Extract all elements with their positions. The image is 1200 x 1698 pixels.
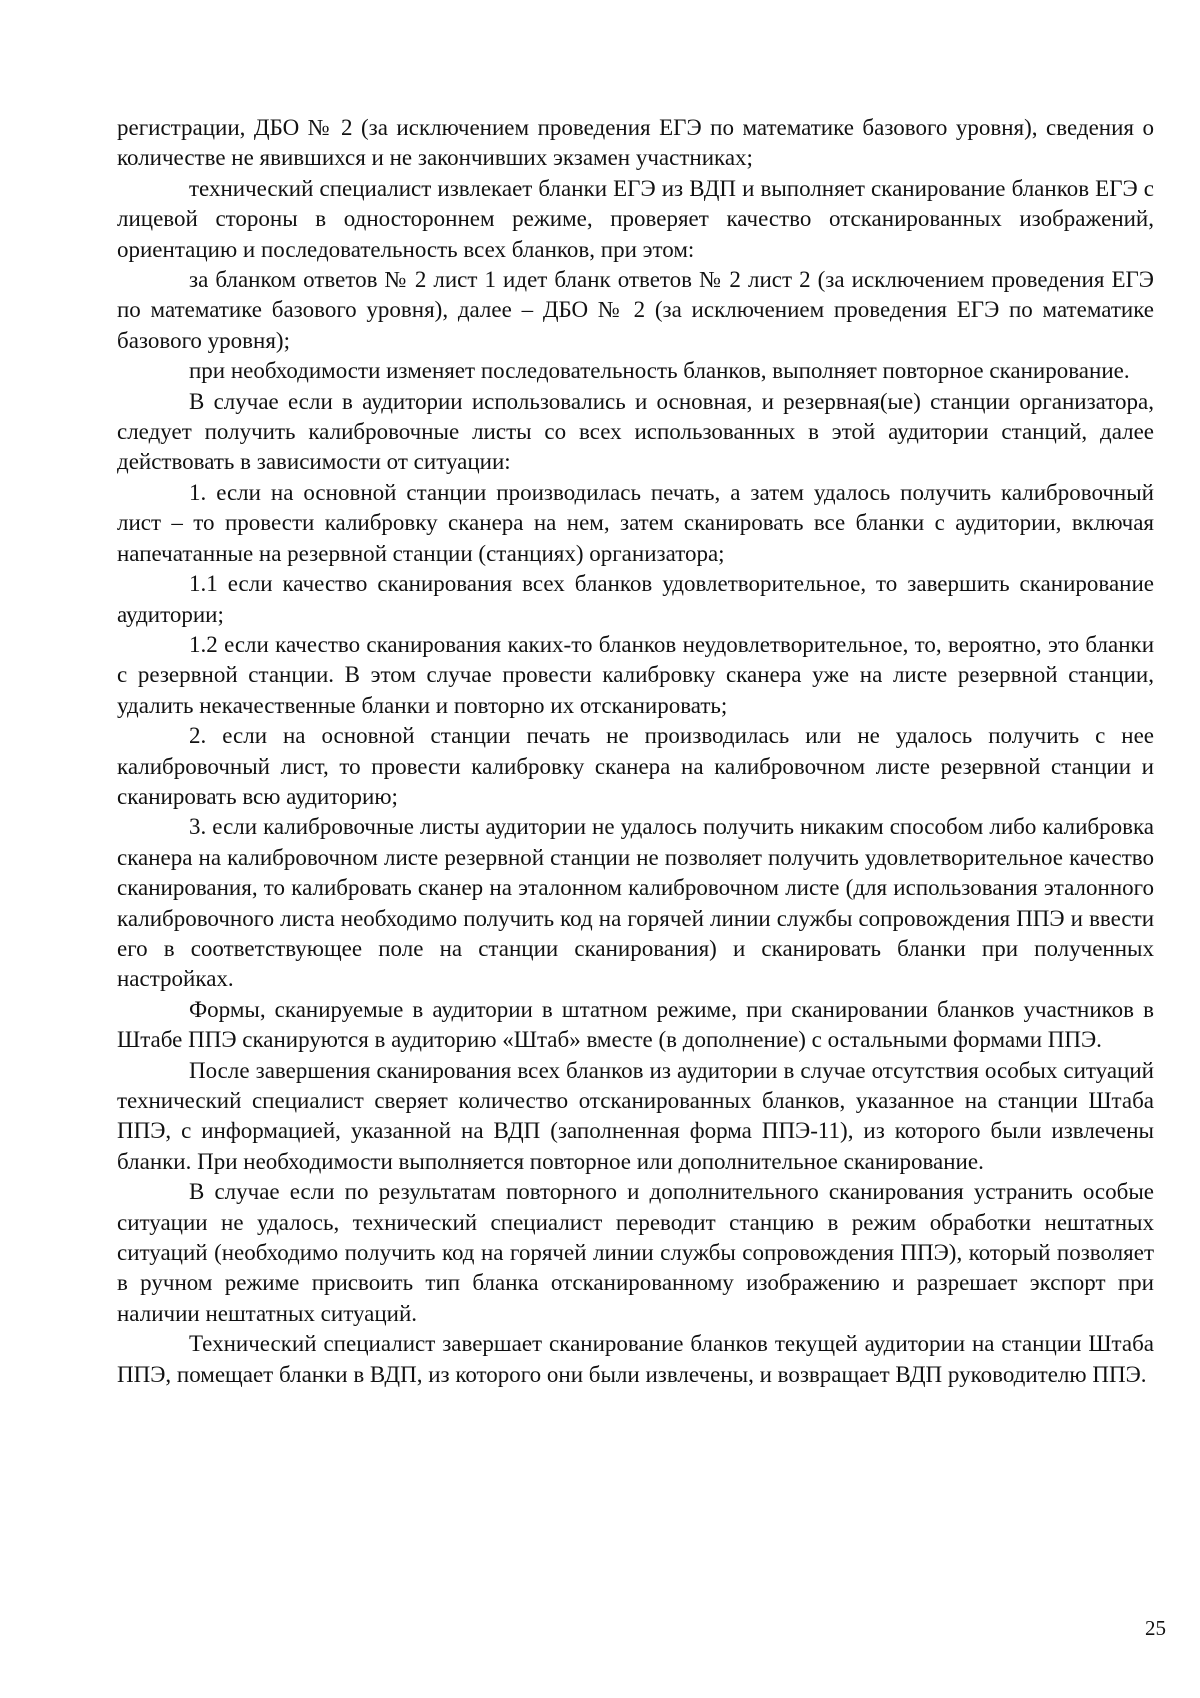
paragraph-completion: Технический специалист завершает сканирование бланков текущей аудитории на станции Штаба ППЭ, помещает бланки в ВДП, из которого они были извлечены, и возвращает ВДП руководителю ППЭ.	[117, 1331, 1154, 1387]
paragraph-continuation: регистрации, ДБО № 2 (за исключением проведения ЕГЭ по математике базового уровня), сведения о количестве не явившихся и не закончивших экзамен участниках;	[117, 115, 1154, 171]
page-number: 25	[1145, 1616, 1166, 1640]
paragraph-sheet-order: за бланком ответов № 2 лист 1 идет бланк ответов № 2 лист 2 (за исключением проведения ЕГЭ по математике базового уровня), далее – ДБО № 2 (за исключением проведения ЕГЭ по математике базового уровня);	[117, 267, 1154, 353]
paragraph-verification: После завершения сканирования всех бланков из аудитории в случае отсутствия особых ситуаций технический специалист сверяет количество отсканированных бланков, указанное на станции Штаба ППЭ, с информацией, указанной на ВДП (заполненная форма ППЭ-11), из которого были извлечены бланки. При необходимости выполняется повторное или дополнительное сканирование.	[117, 1057, 1154, 1174]
paragraph-calibration-intro: В случае если в аудитории использовались и основная, и резервная(ые) станции организатора, следует получить калибровочные листы со всех использованных в этой аудитории станций, далее действовать в зависимости от ситуации:	[117, 388, 1154, 475]
paragraph-case-1-1: 1.1 если качество сканирования всех бланков удовлетворительное, то завершить сканирование аудитории;	[117, 571, 1154, 627]
paragraph-exceptions: В случае если по результатам повторного и дополнительного сканирования устранить особые ситуации не удалось, технический специалист переводит станцию в режим обработки нештатных ситуаций (необходимо получить код на горячей линии службы сопровождения ППЭ), который позволяет в ручном режиме присвоить тип бланка отсканированному изображению и разрешает экспорт при наличии нештатных ситуаций.	[117, 1179, 1154, 1326]
paragraph-case-1-2: 1.2 если качество сканирования каких-то бланков неудовлетворительное, то, вероятно, это бланки с резервной станции. В этом случае провести калибровку сканера уже на листе резервной станции, удалить некачественные бланки и повторно их отсканировать;	[117, 631, 1154, 718]
document-body	[117, 113, 1154, 1390]
paragraph-case-3: 3. если калибровочные листы аудитории не удалось получить никаким способом либо калибровка сканера на калибровочном листе резервной станции не позволяет получить удовлетворительное качество сканирования, то калибровать сканер на эталонном калибровочном листе (для использования эталонного калибровочного листа необходимо получить код на горячей линии службы сопровождения ППЭ и ввести его в соответствующее поле на станции сканирования) и сканировать бланки при полученных настройках.	[117, 814, 1154, 992]
paragraph-forms: Формы, сканируемые в аудитории в штатном режиме, при сканировании бланков участников в Штабе ППЭ сканируются в аудиторию «Штаб» вместе (в дополнение) с остальными формами ППЭ.	[117, 996, 1154, 1053]
paragraph-scanning-procedure: технический специалист извлекает бланки ЕГЭ из ВДП и выполняет сканирование бланков ЕГЭ с лицевой стороны в одностороннем режиме, проверяет качество отсканированных изображений, ориентацию и последовательность всех бланков, при этом:	[117, 175, 1154, 262]
paragraph-rescan: при необходимости изменяет последовательность бланков, выполняет повторное сканирование.	[189, 358, 1130, 384]
paragraph-case-2: 2. если на основной станции печать не производилась или не удалось получить с нее калибровочный лист, то провести калибровку сканера на калибровочном листе резервной станции и сканировать всю аудиторию;	[117, 723, 1154, 809]
paragraph-case-1: 1. если на основной станции производилась печать, а затем удалось получить калибровочный лист – то провести калибровку сканера на нем, затем сканировать все бланки с аудитории, включая напечатанные на резервной станции (станциях) организатора;	[117, 479, 1154, 566]
